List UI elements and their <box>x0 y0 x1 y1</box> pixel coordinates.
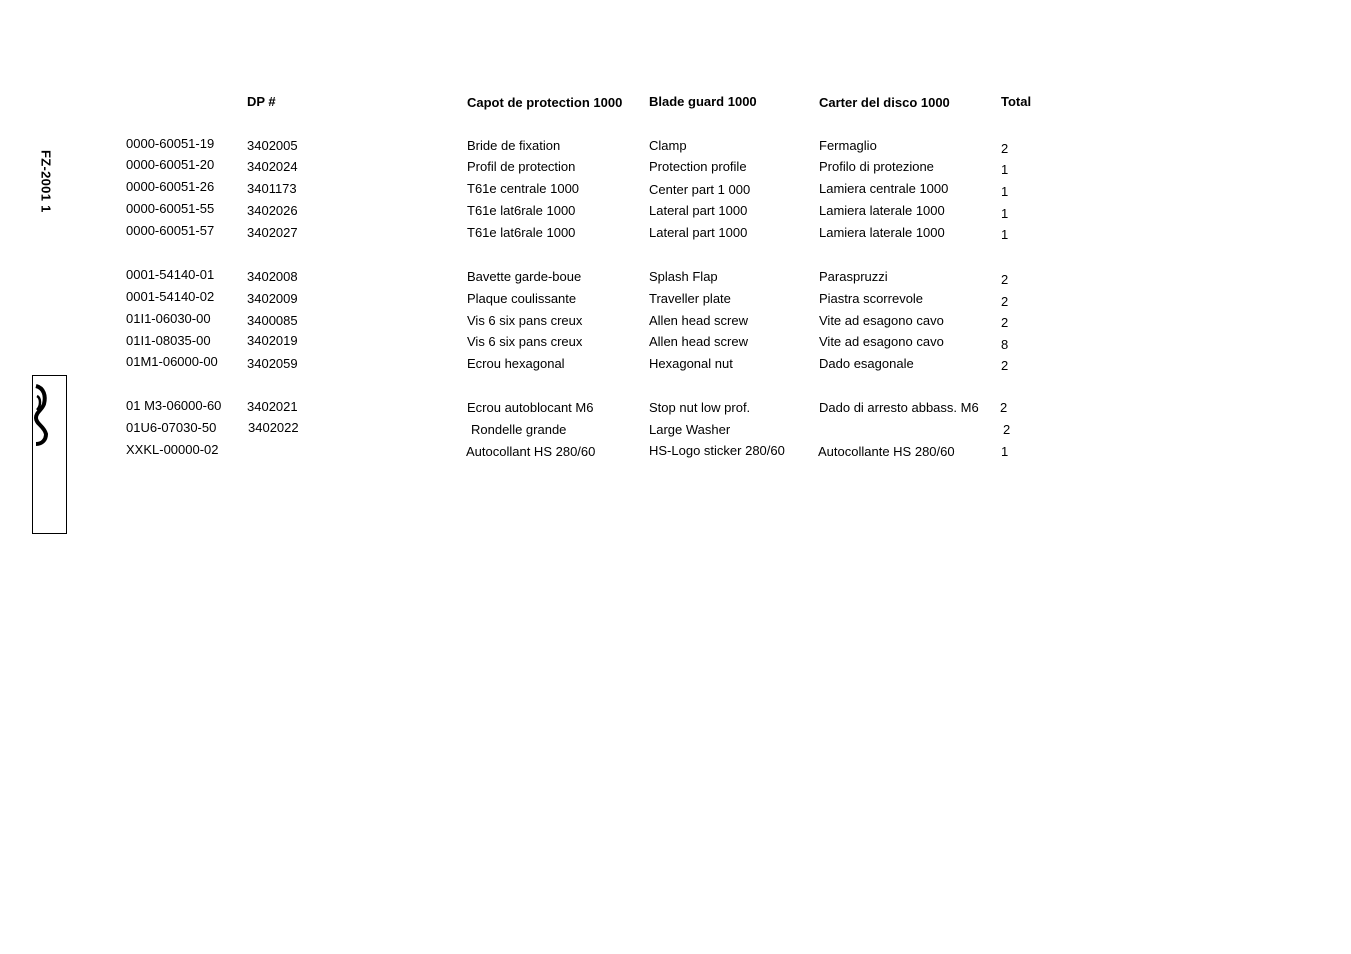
italian-description-cell: Dado di arresto abbass. M6 <box>819 400 979 415</box>
total-cell: 2 <box>1001 272 1009 287</box>
english-description-cell: Lateral part 1000 <box>649 203 748 218</box>
french-description-cell: T61e centrale 1000 <box>467 181 580 196</box>
dp-number-cell: 3402019 <box>247 333 298 348</box>
header-italian: Carter del disco 1000 <box>819 95 950 110</box>
side-code-text: FZ-2001 1 <box>38 150 54 213</box>
english-description-cell: Splash Flap <box>649 269 718 284</box>
dp-number-cell: 3402059 <box>247 356 298 371</box>
italian-description-cell: Piastra scorrevole <box>819 291 924 306</box>
english-description-cell: Allen head screw <box>649 313 748 328</box>
dp-number-cell: 3402021 <box>247 399 298 414</box>
total-cell: 2 <box>1003 422 1011 437</box>
french-description-cell: Ecrou hexagonal <box>467 356 565 371</box>
part-number-cell: 01I1-06030-00 <box>126 311 211 326</box>
italian-description-cell: Dado esagonale <box>819 356 914 371</box>
italian-description-cell: Vite ad esagono cavo <box>819 313 944 328</box>
part-number-cell: XXKL-00000-02 <box>126 442 219 457</box>
side-document-code <box>31 150 61 240</box>
dp-number-cell: 3402026 <box>247 203 298 218</box>
english-description-cell: Center part 1 000 <box>649 182 751 197</box>
dp-number-cell: 3402024 <box>247 159 298 174</box>
italian-description-cell: Autocollante HS 280/60 <box>818 444 955 459</box>
italian-description-cell: Profilo di protezione <box>819 159 934 174</box>
french-description-cell: Bavette garde-boue <box>467 269 582 284</box>
total-cell: 1 <box>1001 162 1009 177</box>
total-cell: 1 <box>1001 184 1009 199</box>
logo-mark-icon <box>34 382 48 446</box>
total-cell: 2 <box>1000 400 1008 415</box>
dp-number-cell: 3402005 <box>247 138 298 153</box>
header-french: Capot de protection 1000 <box>467 95 623 110</box>
dp-number-cell: 3402008 <box>247 269 298 284</box>
part-number-cell: 01U6-07030-50 <box>126 420 217 435</box>
french-description-cell: Autocollant HS 280/60 <box>466 444 596 459</box>
dp-number-cell: 3402022 <box>248 420 299 435</box>
part-number-cell: 0000-60051-55 <box>126 201 215 216</box>
dp-number-cell: 3401173 <box>247 181 297 196</box>
part-number-cell: 0000-60051-26 <box>126 179 215 194</box>
header-dp-number: DP # <box>247 94 276 109</box>
english-description-cell: Traveller plate <box>649 291 731 306</box>
english-description-cell: Large Washer <box>649 422 731 437</box>
total-cell: 1 <box>1001 444 1009 459</box>
french-description-cell: T61e lat6rale 1000 <box>467 225 576 240</box>
side-logo-box <box>32 375 67 534</box>
part-number-cell: 0000-60051-57 <box>126 223 215 238</box>
part-number-cell: 0000-60051-19 <box>126 136 215 151</box>
total-cell: 1 <box>1001 206 1009 221</box>
part-number-cell: 01I1-08035-00 <box>126 333 211 348</box>
part-number-cell: 01 M3-06000-60 <box>126 398 222 413</box>
english-description-cell: Clamp <box>649 138 687 153</box>
total-cell: 2 <box>1001 141 1009 156</box>
french-description-cell: Ecrou autoblocant M6 <box>467 400 594 415</box>
italian-description-cell: Lamiera laterale 1000 <box>819 225 945 240</box>
italian-description-cell: Lamiera laterale 1000 <box>819 203 945 218</box>
french-description-cell: Rondelle grande <box>471 422 567 437</box>
italian-description-cell: Fermaglio <box>819 138 877 153</box>
total-cell: 8 <box>1001 337 1009 352</box>
total-cell: 2 <box>1001 315 1009 330</box>
english-description-cell: HS-Logo sticker 280/60 <box>649 443 785 458</box>
total-cell: 1 <box>1001 227 1009 242</box>
dp-number-cell: 3402009 <box>247 291 298 306</box>
header-english: Blade guard 1000 <box>649 94 757 109</box>
italian-description-cell: Lamiera centrale 1000 <box>819 181 949 196</box>
french-description-cell: Bride de fixation <box>467 138 561 153</box>
part-number-cell: 0001-54140-02 <box>126 289 215 304</box>
english-description-cell: Lateral part 1000 <box>649 225 748 240</box>
french-description-cell: Vis 6 six pans creux <box>467 313 583 328</box>
dp-number-cell: 3400085 <box>247 313 298 328</box>
english-description-cell: Protection profile <box>649 159 747 174</box>
part-number-cell: 0001-54140-01 <box>126 267 215 282</box>
part-number-cell: 0000-60051-20 <box>126 157 215 172</box>
english-description-cell: Stop nut low prof. <box>649 400 751 415</box>
total-cell: 2 <box>1001 294 1009 309</box>
english-description-cell: Hexagonal nut <box>649 356 733 371</box>
french-description-cell: Profil de protection <box>467 159 576 174</box>
dp-number-cell: 3402027 <box>247 225 298 240</box>
italian-description-cell: Vite ad esagono cavo <box>819 334 944 349</box>
english-description-cell: Allen head screw <box>649 334 748 349</box>
part-number-cell: 01M1-06000-00 <box>126 354 218 369</box>
header-total: Total <box>1001 94 1032 109</box>
french-description-cell: Vis 6 six pans creux <box>467 334 583 349</box>
italian-description-cell: Paraspruzzi <box>819 269 888 284</box>
total-cell: 2 <box>1001 358 1009 373</box>
french-description-cell: Plaque coulissante <box>467 291 577 306</box>
french-description-cell: T61e lat6rale 1000 <box>467 203 576 218</box>
